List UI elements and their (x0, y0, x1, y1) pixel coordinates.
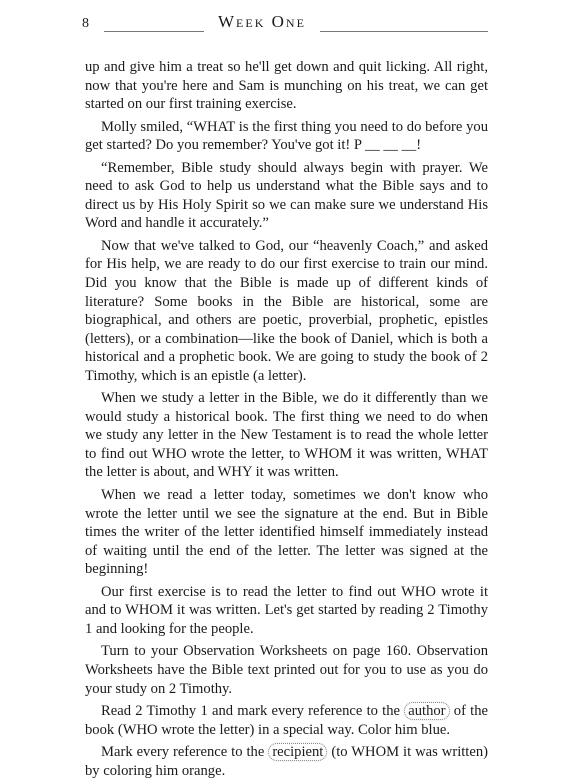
paragraph-text: Read 2 Timothy 1 and mark every reference to the (101, 703, 405, 720)
paragraph: Now that we've talked to God, our “heavenly Coach,” and asked for His help, we are ready to do our first exercise to train our mind. Did you know that the Bible is made up of different kinds of literature? Some books in the Bible are historical, some are biographical, and others are poetic, proverbial, prophetic, epistles (letters), or a combination—like the book of Daniel, which is both a historical and a prophetic book. We are going to study the book of 2 Timothy, which is an epistle (a letter). (85, 237, 488, 384)
paragraph-text: of the book (WHO wrote the letter) in a special way. Color him blue. (85, 703, 488, 738)
paragraph: Turn to your Observation Worksheets on page 160. Observation Worksheets have the Bible text printed out for you to use as you do your study on 2 Timothy. (85, 643, 488, 697)
paragraph-text: (to WHOM it was written) by coloring him orange. (85, 744, 488, 779)
paragraph: Our first exercise is to read the letter to find out WHO wrote it and to WHOM it was written. Let's get started by reading 2 Timothy 1 and looking for the people. (85, 583, 488, 637)
paragraph: When we read a letter today, sometimes we don't know who wrote the letter until we see the signature at the end. But in Bible times the writer of the letter identified himself immediately instead of waiting until the end of the letter. The letter was signed at the beginning! (85, 487, 488, 578)
paragraph: “Remember, Bible study should always begin with prayer. We need to ask God to help us understand what the Bible says and to direct us by His Holy Spirit so we can make sure we understand His Word and handle it accurately.” (85, 159, 488, 232)
paragraph: Molly smiled, “WHAT is the first thing you need to do before you get started? Do you remember? You've got it! P __ __ __! (85, 118, 488, 154)
paragraph: up and give him a treat so he'll get down and quit licking. All right, now that you're here and Sam is munching on his treat, we can get started on our first training exercise. (85, 59, 488, 113)
circled-word-author: author (404, 702, 449, 720)
paragraph (85, 702, 488, 739)
book-page (82, 12, 488, 784)
paragraph-text: Mark every reference to the (101, 744, 269, 761)
page-header (82, 12, 488, 36)
body-text (85, 58, 488, 780)
running-head: Week One (218, 12, 306, 31)
header-rule-right (320, 30, 488, 32)
circled-word-recipient: recipient (268, 743, 327, 761)
paragraph (85, 743, 488, 780)
paragraph: When we study a letter in the Bible, we do it differently than we would study a historical book. The first thing we need to do when we study any letter in the New Testament is to read the whole letter to find out WHO wrote the letter, to WHOM it was written, WHAT the letter is about, and WHY it was written. (85, 390, 488, 481)
header-rule-left (104, 30, 204, 32)
page-number: 8 (82, 16, 89, 31)
